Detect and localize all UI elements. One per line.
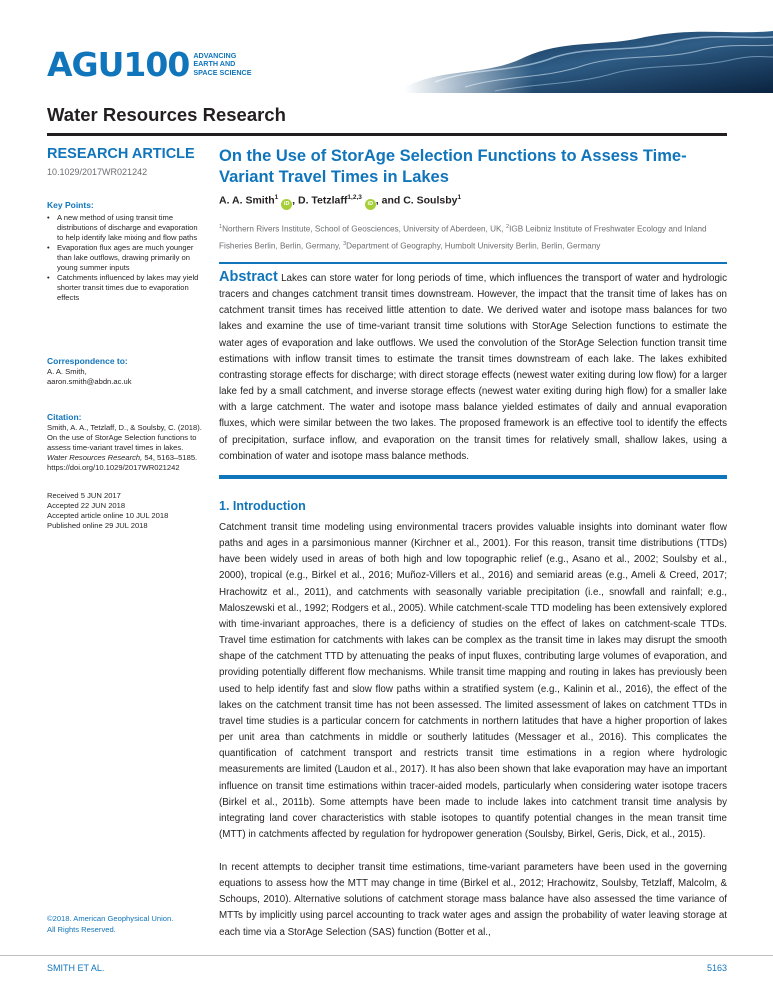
citation-journal: Water Resources Research,: [47, 453, 143, 462]
article-type: RESEARCH ARTICLE: [47, 146, 195, 162]
page-number: 5163: [706, 963, 727, 973]
journal-rule: [47, 133, 727, 136]
article-title: On the Use of StorAge Selection Functions to Assess Time-Variant Travel Times in Lakes: [219, 147, 687, 186]
citation-text: Smith, A. A., Tetzlaff, D., & Soulsby, C. (2018). On the use of StorAge Selection functions to assess time-variant travel times in lakes. Water Resources Research, 54, 5163–5185. https://doi.org/10.1029/2017WR021242: [47, 423, 202, 472]
citation-title: Citation:: [47, 412, 82, 422]
orcid-icon[interactable]: iD: [281, 199, 292, 210]
author-name[interactable]: A. A. Smith: [219, 194, 275, 207]
abstract-text: Lakes can store water for long periods of time, which influences the transport of water and hydrologic tracers and changes catchment transit times downstream. However, the impact that the transit time of lakes has on catchment transit times has received little attention to date. We derived water and isotope mass balances for two lakes and examine the use of time-variant transit time solutions with StorAge Selection functions to estimate the water ages of evaporation and lake outflows. We used the convolution of the StorAge Selection function transit time estimations with inflow transit times to estimate the transit times downstream of each lake. The lakes exhibited contrasting storage effects for discharge; with direct storage effects (newest water exiting during low flow) for a larger lake fed by a small catchment, and inverse storage effects (newest water exiting during high flow) for a smaller lake with a large catchment. The water and isotope mass balance yielded estimates of daily and annual evaporation fluxes, which were similar between the two lakes. The proposed framework is an effective tool to identify the effects of precipitation, surface inflow, and evaporation on the transit times for relatively small, shallow lakes, using a combination of water and isotope mass balance methods.: [219, 273, 727, 462]
body-paragraph: Catchment transit time modeling using environmental tracers provides valuable insights into dominant water flow paths and ages in a parsimonious manner (Kirchner et al., 2001). For this reason, transit time distributions (TTDs) have been widely used in areas of both high and low topographic relief (e.g., Asano et al., 2002; Soulsby et al., 2000), tropical (e.g., Birkel et al., 2016; Muñoz-Villers et al., 2016) and semiarid areas (e.g., Ameli & Creed, 2017; Hrachowitz et al., 2011), and catchments with seasonally variable precipitation (i.e., snowfall and rainfall; e.g., Maloszewski et al., 1992; Rodgers et al., 2005). While catchment-scale TTD modeling has been extensively explored with time-invariant approaches, there is a deficiency of studies on the effect of lakes on catchment-scale TTDs. Travel time estimation for catchments with lakes can be complex as the transit time in lakes may disrupt the smooth shape of the catchment TTD by attenuating the peaks of input fluxes, contributing large volumes of evaporation, and providing potentially different flow mechanisms. While transit time mapping and routing in lakes has previously been used to help identify fast and slow flow paths within a stratified system (e.g., Kalinin et al., 2016), the effect of the lakes on the catchment transit time has not been assessed. The limited assessment of lakes on catchment TTDs in travel time studies is a particular concern for catchments in northern latitudes that have a higher proportion of lakes per unit area than catchments in middle or southerly latitudes (Messager et al., 2016). This complicates the quantification of catchment transport and restricts transit time estimations in a region where hydrologic measurements are limited (Laudon et al., 2017). It has also been shown that lake evaporation may have an important influence on transit time estimations within tracer-aided models, particularly when considering water isotope tracers (Birkel et al., 2011b). Some attempts have been made to include lakes into catchment transit time analysis by integrating land cover characteristics with stable isotopes to quantify potential changes in the mean transit time (MTT) in catchments affected by regulation for hydropower generation (Soulsby, Birkel, Geris, Dick, et al., 2015).: [219, 522, 727, 840]
date-received: Received 5 JUN 2017: [47, 491, 121, 500]
correspondence-name: A. A. Smith,: [47, 367, 87, 376]
page-header: [0, 0, 773, 96]
abstract-label: Abstract: [219, 269, 278, 285]
agu-logo[interactable]: [47, 45, 252, 84]
date-accepted: Accepted 22 JUN 2018: [47, 501, 126, 510]
doi-link[interactable]: 10.1029/2017WR021242: [47, 167, 148, 177]
author-name[interactable]: , D. Tetzlaff: [292, 194, 348, 207]
correspondence-email[interactable]: aaron.smith@abdn.ac.uk: [47, 377, 132, 386]
key-point: • Catchments influenced by lakes may yield shorter transit times due to evaporation effects: [47, 273, 202, 303]
citation-doi[interactable]: 54, 5163–5185. https://doi.org/10.1029/2017WR021242: [47, 453, 198, 472]
copyright-notice: ©2018. American Geophysical Union. All Rights Reserved.: [47, 914, 174, 934]
section-heading-introduction: 1. Introduction: [219, 499, 306, 513]
date-published: Published online 29 JUL 2018: [47, 521, 148, 530]
key-point: • A new method of using transit time distributions of discharge and evaporation to help identify lake mixing and flow paths: [47, 213, 202, 243]
abstract-bottom-rule: [219, 475, 727, 479]
key-point: • Evaporation flux ages are much younger than lake outflows, drawing primarily on young summer inputs: [47, 243, 202, 273]
article-dates: [47, 491, 202, 531]
author-name[interactable]: , and C. Soulsby: [375, 194, 458, 207]
date-online: Accepted article online 10 JUL 2018: [47, 511, 169, 520]
sidebar: [47, 146, 202, 531]
author-list: A. A. Smith$^1$ iD , D. Tetzlaff$^{1,2,3}$ iD , and C. Soulsby$^1$: [219, 194, 727, 210]
orcid-icon[interactable]: iD: [365, 199, 376, 210]
journal-title[interactable]: Water Resources Research: [47, 104, 286, 125]
affiliations: $^1$Northern Rivers Institute, School of Geosciences, University of Aberdeen, UK, $^2$IGB Leibniz Institute of Freshwater Ecology and Inland Fisheries Berlin, Berlin, Germany, $^3$Department of Geography, Humbolt University Berlin, Berlin, Germany: [219, 224, 707, 251]
abstract: [219, 269, 727, 465]
agu-logo-mark: AGU100: [47, 45, 190, 84]
abstract-top-rule: [219, 262, 727, 264]
key-points-title: Key Points:: [47, 200, 94, 210]
body-paragraph: In recent attempts to decipher transit time estimations, time-variant parameters have been used in the governing equations to assess how the MTT may change in time (Birkel et al., 2012; Hrachowitz, Soulsby, Tetzlaff, Malcolm, & Schoups, 2010). Alternative solutions of catchment storage mass balance have also assessed the time variance of MTTs by implicitly using parcel accounting to track water ages and assign the probability of water leaving storage at each time via a StorAge Selection (SAS) function (Botter et al.,: [219, 862, 727, 938]
agu-logo-tagline: ADVANCING EARTH AND SPACE SCIENCE: [193, 51, 252, 77]
key-points-list: [47, 213, 202, 303]
footer-authors: SMITH ET AL.: [47, 963, 105, 973]
footer-rule: [0, 955, 773, 956]
wave-banner-image: [405, 27, 773, 93]
correspondence-title: Correspondence to:: [47, 356, 128, 366]
